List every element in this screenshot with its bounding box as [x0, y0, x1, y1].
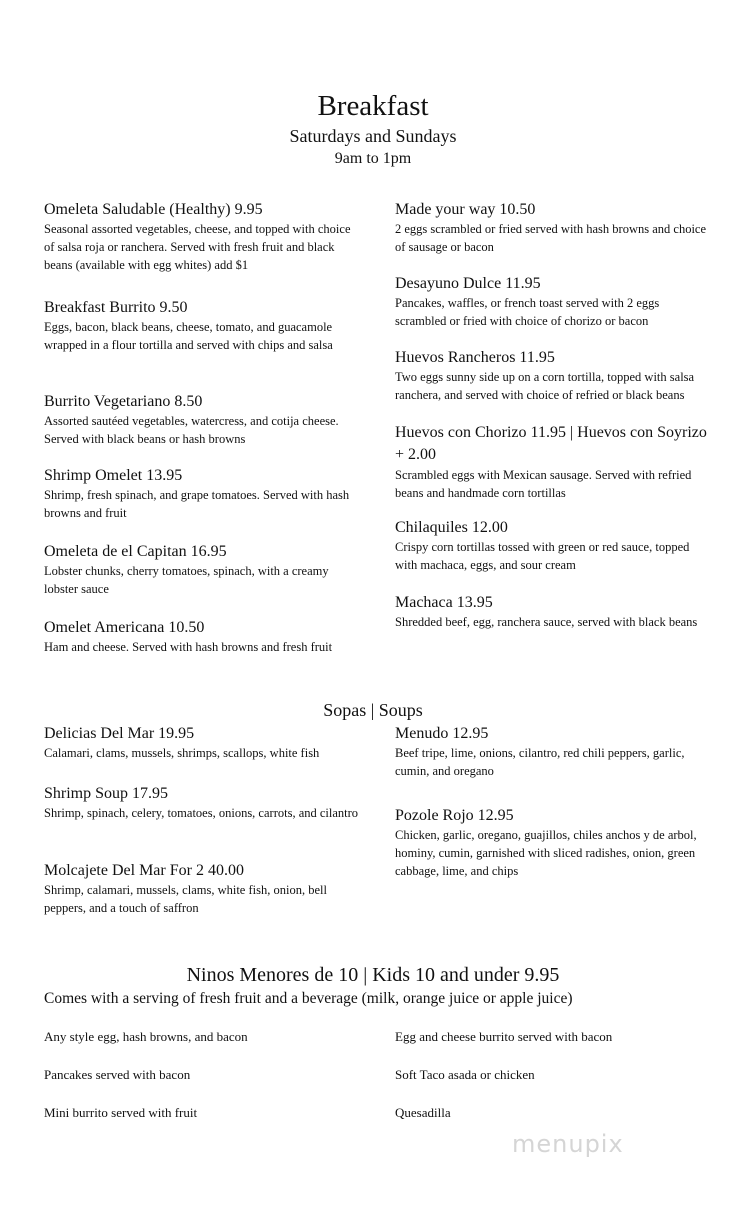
menu-item-description: Crispy corn tortillas tossed with green or red sauce, topped with machaca, eggs, and sour cream — [395, 540, 690, 572]
menu-item — [395, 200, 707, 256]
serving-hours: 9am to 1pm — [334, 150, 412, 167]
menu-item-description: Scrambled eggs with Mexican sausage. Served with refried beans and handmade corn tortillas — [395, 468, 692, 500]
menu-item-description: Assorted sautéed vegetables, watercress, and cotija cheese. Served with black beans or hash browns — [44, 414, 339, 446]
menu-item-description: Eggs, bacon, black beans, cheese, tomato, and guacamole wrapped in a flour tortilla and served with chips and salsa — [44, 320, 333, 352]
menu-item-description: Lobster chunks, cherry tomatoes, spinach, with a creamy lobster sauce — [44, 564, 329, 596]
menu-item-name: Omelet Americana 10.50 — [44, 619, 205, 636]
menu-item — [44, 861, 359, 917]
menu-item-name: Delicias Del Mar 19.95 — [44, 725, 195, 742]
menu-item — [44, 200, 354, 274]
kids-section-title: Ninos Menores de 10 | Kids 10 and under 9.95 — [186, 964, 560, 986]
menu-item-description: Shrimp, spinach, celery, tomatoes, onions, carrots, and cilantro — [44, 806, 359, 820]
menu-item-name: Made your way 10.50 — [395, 201, 536, 218]
page-title: Breakfast — [317, 90, 429, 122]
menu-item — [395, 348, 707, 404]
menu-item-description: Shrimp, calamari, mussels, clams, white fish, onion, bell peppers, and a touch of saffron — [44, 883, 327, 915]
menu-item — [44, 298, 354, 354]
menu-item-name: Shrimp Omelet 13.95 — [44, 467, 183, 484]
menu-item-name: Machaca 13.95 — [395, 594, 493, 611]
menu-item-name: Omeleta de el Capitan 16.95 — [44, 543, 227, 560]
menu-item-description: Pancakes, waffles, or french toast served with 2 eggs scrambled or fried with choice of chorizo or bacon — [395, 296, 660, 328]
menu-item-description: Seasonal assorted vegetables, cheese, and topped with choice of salsa roja or ranchera. Served with fresh fruit and black beans (available with egg whites) add $1 — [44, 222, 351, 272]
kids-item: Soft Taco asada or chicken — [395, 1067, 535, 1082]
menu-header — [0, 88, 746, 170]
menu-item — [395, 724, 707, 780]
menu-item — [44, 392, 354, 448]
menu-item-description: Shrimp, fresh spinach, and grape tomatoes. Served with hash browns and fruit — [44, 488, 350, 520]
menu-item-name: Burrito Vegetariano 8.50 — [44, 393, 203, 410]
menu-item-description: Beef tripe, lime, onions, cilantro, red chili peppers, garlic, cumin, and oregano — [395, 746, 685, 778]
kids-item: Egg and cheese burrito served with bacon — [395, 1029, 613, 1044]
menu-item — [44, 724, 319, 762]
menu-item-description: Shredded beef, egg, ranchera sauce, served with black beans — [395, 615, 698, 629]
watermark-logo: menupix — [512, 1130, 624, 1158]
menu-item-name: Pozole Rojo 12.95 — [395, 807, 514, 824]
menu-item-description: Calamari, clams, mussels, shrimps, scallops, white fish — [44, 746, 320, 760]
page-subtitle: Saturdays and Sundays — [289, 126, 457, 146]
kids-note: Comes with a serving of fresh fruit and a beverage (milk, orange juice or apple juice) — [44, 990, 573, 1007]
menu-item-name: Breakfast Burrito 9.50 — [44, 299, 188, 316]
menu-item-name: Huevos con Chorizo 11.95 | Huevos con Soyrizo + 2.00 — [395, 424, 707, 463]
kids-item: Pancakes served with bacon — [44, 1067, 191, 1082]
menu-item-name: Desayuno Dulce 11.95 — [395, 275, 541, 292]
menu-item-name: Menudo 12.95 — [395, 725, 489, 742]
menu-item-name: Huevos Rancheros 11.95 — [395, 349, 555, 366]
soups-section-title: Sopas | Soups — [323, 700, 423, 720]
menu-item — [44, 784, 358, 822]
menu-item-description: Ham and cheese. Served with hash browns and fresh fruit — [44, 640, 333, 654]
menu-item-name: Shrimp Soup 17.95 — [44, 785, 169, 802]
menu-item — [395, 518, 707, 574]
kids-item: Any style egg, hash browns, and bacon — [44, 1029, 248, 1044]
menu-item — [44, 466, 354, 522]
menu-item — [395, 806, 707, 880]
menu-item — [395, 422, 707, 502]
menu-item-description: 2 eggs scrambled or fried served with hash browns and choice of sausage or bacon — [395, 222, 707, 254]
menu-item — [395, 593, 697, 631]
kids-item: Quesadilla — [395, 1105, 451, 1120]
menu-item — [395, 274, 707, 330]
menu-item-description: Chicken, garlic, oregano, guajillos, chiles anchos y de arbol, hominy, cumin, garnished with sliced radishes, onion, green cabbage, lime, and chips — [395, 828, 697, 878]
menu-item-name: Molcajete Del Mar For 2 40.00 — [44, 862, 244, 879]
menu-item-name: Chilaquiles 12.00 — [395, 519, 508, 536]
menu-item — [44, 542, 354, 598]
menu-item — [44, 618, 332, 656]
menu-item-description: Two eggs sunny side up on a corn tortilla, topped with salsa ranchera, and served with choice of refried or black beans — [395, 370, 695, 402]
kids-item: Mini burrito served with fruit — [44, 1105, 198, 1120]
menu-item-name: Omeleta Saludable (Healthy) 9.95 — [44, 201, 263, 218]
